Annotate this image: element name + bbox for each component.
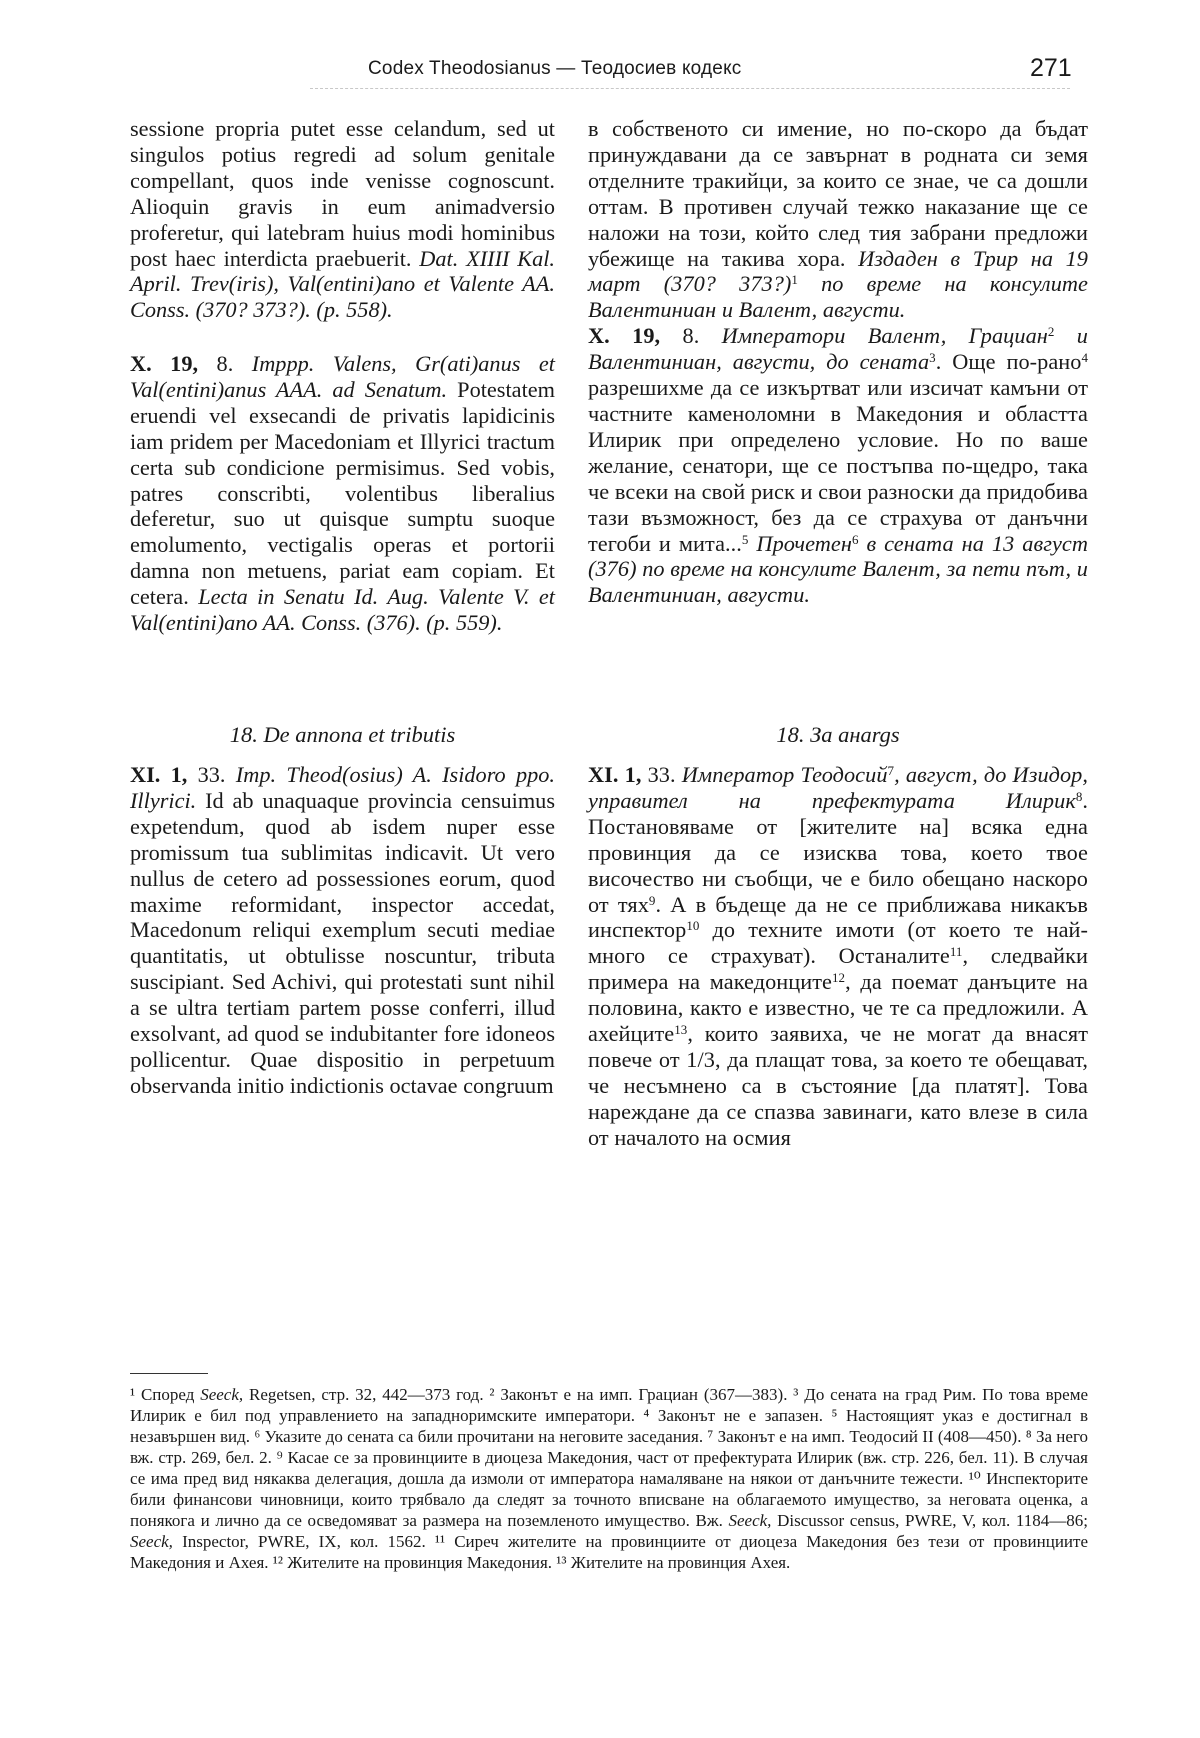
footnote-text: Regetsen, стр. 32, 442—373 год. ² Законът е на имп. Грациан (367—383). ³ До сената на град Рим. По това време Илирик е бил под управлението на западноримските императори. ⁴ Законът не е запазен. ⁵ Настоящият указ е достигнал в незавършен вид. ⁶ Указите до сената са били прочитани на неговите заседания. ⁷ Законът е на имп. Теодосий II (408—450). ⁸ За него вж. стр. 269, бел. 2. ⁹ Касае се за провинциите в диоцеза Македония, част от префектурата Илирик (вж. стр. 226, бел. 11). В случая се има пред вид някаква делегация, дошла да измоли от императора намаляване на някои от данъчните тежести. ¹⁰ Инспекторите били финансови чиновници, които трябвало да следят за точното вписване на облагаемото имущество, за неговата оценка, а понякога и лично да се осведомяват за размера на поземленото имущество. Вж. [130,1385,1088,1530]
footnote-ref[interactable]: 2 [1047,324,1055,340]
footnotes [130,1384,1088,1573]
footnote-ref[interactable]: 11 [949,944,963,960]
bulgarian-paragraph-3 [588,762,1088,1151]
bulgarian-text: в собственото си имение, но по-скоро да бъдат принуждавани да се завърнат в родната си земя отделните тракийци, за които се знае, че са дошли оттам. В противен случай тежко наказание ще се наложи на този, който след тия забрани предложи убежище на такива хора. [588,116,1088,271]
bulgarian-column-upper [588,116,1088,608]
latin-text: sessione propria putet esse celandum, sed ut singulos potius regredi ad solum genitale compellant, quos inde venisse cognoscunt. Alioquin gravis in eum animadversio proferetur, qui latebram huius modi hominibus post haec interdicta praebuerit. [130,116,555,271]
running-title: Codex Theodosianus — Теодосиев кодекс [368,58,742,79]
header-rule [310,88,1070,89]
footnote-ref[interactable]: 7 [887,763,895,778]
bulgarian-text: . А в бъдеще да не се приближава никакъв инспектор [588,891,1089,943]
law-number: 8. [198,351,252,376]
bulgarian-date: Издаден в Трир на 19 март (370? 373?) [588,245,1088,297]
law-address: Император Теодосий [681,762,888,787]
law-address: Imppp. Valens, Gr(ati)anus et Val(entini)anus AAA. ad Senatum. [130,351,555,402]
law-number: 33. [187,762,236,787]
law-address: Imp. Theod(osius) A. Isidoro ppo. Illyrici. [130,762,555,813]
law-reference: XI. 1, [588,762,642,787]
footnote-author: Seeck, [728,1511,772,1530]
law-reference: X. 19, [130,351,199,376]
law-address: и Валентиниан, августи, до сената [588,323,1088,375]
bulgarian-date: Прочетен [748,530,852,556]
latin-paragraph-2 [130,351,555,636]
section-title-bulgarian: 18. За анargs [776,722,900,747]
footnote-author: Seeck, [130,1532,173,1551]
law-address: Императори Валент, Грациан [721,323,1048,349]
footnote-ref[interactable]: 3 [929,350,936,366]
footnote-ref[interactable]: 1 [791,272,798,288]
law-address: , август, до Изидор, управител на префектурата Илирик [588,762,1088,813]
footnote-ref[interactable]: 9 [648,892,656,908]
law-number: 8. [660,323,722,349]
latin-column-lower [130,762,555,1099]
latin-column-upper [130,116,555,323]
footnote-ref[interactable]: 10 [686,918,700,934]
latin-paragraph-3 [130,762,555,1099]
bulgarian-date: по време на консулите Валентиниан и Валент, августи. [588,271,1088,323]
footnote-block [130,1384,1088,1573]
bulgarian-paragraph-1 [588,116,1088,323]
footnote-ref[interactable]: 13 [674,1022,688,1038]
law-number: 33. [641,762,682,787]
footnote-ref[interactable]: 5 [741,531,749,547]
bulgarian-text: . Още по-рано [935,349,1082,375]
page-number: 271 [1030,54,1072,82]
latin-column-middle [130,351,555,636]
page-header [0,54,1200,88]
law-reference: X. 19, [588,323,661,349]
bulgarian-text: , да поемат данъците на половина, както е известно, че те са предложили. А ахейците [588,969,1088,1047]
bulgarian-date: в сената на 13 август (376) по време на консулите Валент, за пети път, и Валентиниан, августи. [588,530,1088,608]
latin-paragraph-1 [130,116,555,323]
latin-date: Lecta in Senatu Id. Aug. Valente V. et Val(entini)ano AA. Conss. (376). (p. 559). [130,584,555,636]
bulgarian-text: до техните имоти (от което те най-много се страхуват). Останалите [588,917,1088,969]
footnote-rule [130,1373,208,1374]
latin-date: Dat. XIIII Kal. April. Trev(iris), Val(entini)ano et Valente AA. Conss. (370? 373?). (p. 558). [130,245,555,323]
footnote-ref[interactable]: 12 [831,970,846,986]
bulgarian-column-lower [588,762,1088,1151]
bulgarian-text: разрешихме да се изкъртват или изсичат камъни от частните каменоломни в Македония и областта Илирик при определено условие. Но по ваше желание, сенатори, ще се постъпва по-щедро, така че всеки на свой риск и свои разноски да придобива тази възможност, без да се страхува от данъчни тегоби и мита... [588,375,1088,556]
bulgarian-paragraph-2 [588,323,1088,608]
latin-text: Id ab unaquaque provincia censuimus expetendum, quod ab isdem nuper esse promissum tua sublimitas indicavit. Ut vero nullus de cetero ad possessiones eorum, quod maxime reformidant, inspector accedat, Macedonum reliqui exemplum secuti mediae quantitatis, ut obtulisse noscuntur, tributa suscipiant. Sed Achivi, qui protestati sunt nihil a se ultra tertiam partem posse conferri, illud exsolvant, ad quod se indubitanter fore idoneos pollicentur. Quae dispositio in perpetuum observanda initio indictionis octavae congruum [130,787,555,1098]
law-reference: XI. 1, [130,762,188,787]
footnote-author: Seeck, [200,1385,244,1404]
bulgarian-text: . Постановяваме от [жителите на] всяка една провинция да се изисква това, което твое височество ни съобщи, че е било обещано наскоро от тях [588,787,1088,917]
bulgarian-text: , следвайки примера на македонците [588,943,1088,995]
latin-text: Potestatem eruendi vel exsecandi de privatis lapidicinis iam pridem per Macedoniam et Illyrici tractum certa sub condicione permisimus. Sed vobis, patres conscribti, volentibus liberalius deferetur, suo ut quisque sumptu suoque emolumento, vectigalis operas et portorii damna non metuens, pariat eam copiam. Et cetera. [130,376,556,610]
footnote-text: Inspector, PWRE, IX, кол. 1562. ¹¹ Сиреч жителите на провинциите от диоцеза Македония без тези от провинциите Македония и Ахея. ¹² Жителите на провинция Македония. ¹³ Жителите на провинция Ахея. [130,1532,1088,1572]
footnote-text: ¹ Според [130,1385,201,1404]
bulgarian-text: , които заявиха, че не могат да внасят повече от 1/3, да плащат това, за което те обещават, че несъмнено са в състояние [да платят]. Това нареждане да се спазва завинаги, като влезе в сила от началото на осмия [588,1021,1088,1150]
footnote-ref[interactable]: 6 [851,531,859,547]
section-title-latin: 18. De annona et tributis [229,722,456,747]
footnote-ref[interactable]: 8 [1075,788,1083,804]
footnote-ref[interactable]: 4 [1081,350,1089,366]
footnote-text: Discussor census, PWRE, V, кол. 1184—86; [771,1511,1088,1530]
